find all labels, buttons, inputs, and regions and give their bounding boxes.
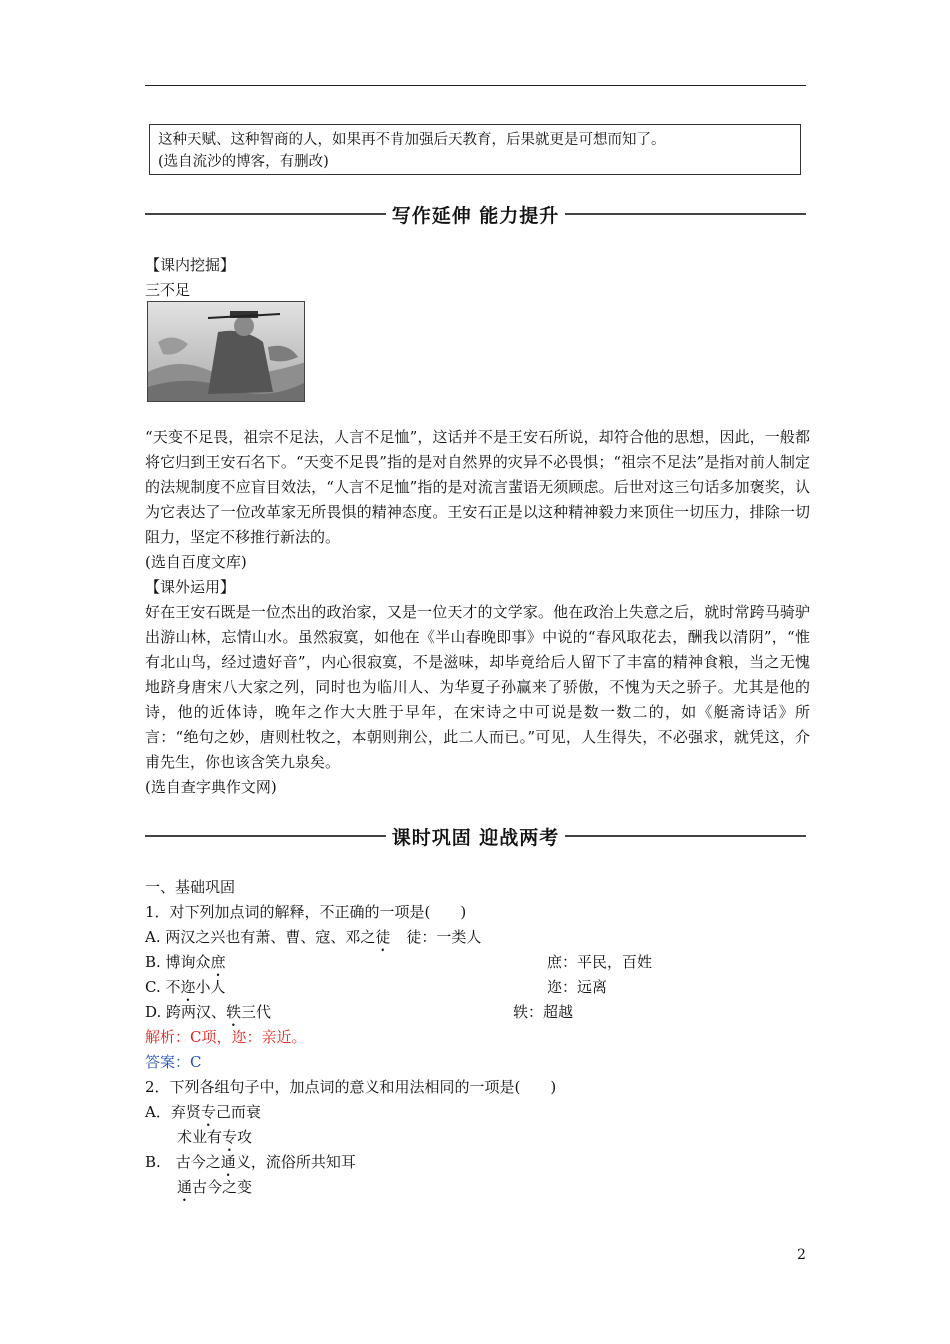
inner-content: [145, 425, 810, 800]
option-a: [145, 925, 810, 950]
answer-text: 答案：C: [145, 1053, 202, 1071]
q2-option-a-line2: [145, 1125, 810, 1150]
quote-box-source: (选自流沙的博客，有删改): [158, 154, 329, 170]
section-rule-left: [145, 835, 386, 837]
dotted-word: 庶: [210, 953, 226, 971]
option-text-post: 小人: [195, 978, 226, 996]
option-gloss: 庶：平民，百姓: [547, 953, 653, 971]
dotted-word: 专: [222, 1128, 238, 1146]
option-text: D. 跨两汉、: [145, 1003, 227, 1021]
section-header-writing: [145, 199, 806, 229]
option-c: [145, 975, 810, 1000]
option-gloss: 迩：远离: [547, 978, 608, 996]
page-number: 2: [797, 1247, 806, 1263]
section-rule-right: [565, 835, 806, 837]
illustration-drawing: [148, 302, 305, 402]
option-text-post: 古今之变: [192, 1178, 253, 1196]
inner-source: (选自百度文库): [145, 553, 247, 571]
inner-paragraph: “天变不足畏，祖宗不足法，人言不足恤”，这话并不是王安石所说，却符合他的思想，因此，一般都将它归到王安石名下。“天变不足畏”指的是对自然界的灾异不必畏惧；“祖宗不足法”是指对前人制定的法规制度不应盲目效法，“人言不足恤”指的是对流言蜚语无须顾虑。后世对这三句话多加褒奖，认为它表达了一位改革家无所畏惧的精神态度。王安石正是以这种精神毅力来顶住一切压力，排除一切阻力，坚定不移推行新法的。: [145, 428, 810, 546]
exercise-heading: 一、基础巩固: [145, 878, 236, 896]
dotted-word: 轶: [226, 1003, 242, 1021]
option-text: B. 古今之: [145, 1153, 221, 1171]
option-d: [145, 1000, 810, 1025]
option-text: C. 不: [145, 978, 181, 996]
dotted-word: 通: [220, 1153, 236, 1171]
option-text: A．弃贤: [145, 1103, 201, 1121]
option-text-post: 己而衰: [215, 1103, 261, 1121]
section-rule-left: [145, 213, 386, 215]
option-gloss: 徒：一类人: [406, 928, 482, 946]
section-rule-right: [565, 213, 806, 215]
inner-tag-block: [145, 253, 810, 303]
dotted-word: 通: [177, 1178, 193, 1196]
inner-tag: 【课内挖掘】: [145, 256, 236, 274]
outer-paragraph: 好在王安石既是一位杰出的政治家，又是一位天才的文学家。他在政治上失意之后，就时常跨马骑驴出游山林，忘情山水。虽然寂寞，如他在《半山春晚即事》中说的“春风取花去，酬我以清阴”，“惟有北山鸟，经过遗好音”，内心很寂寞，不是滋味，却毕竟给后人留下了丰富的精神食粮，当之无愧地跻身唐宋八大家之列，同时也为临川人、为华夏子孙赢来了骄傲，不愧为天之骄子。尤其是他的诗，他的近体诗，晚年之作大大胜于早年，在宋诗之中可说是数一数二的，如《艇斋诗话》所言：“绝句之妙，唐则杜牧之，本朝则荆公，此二人而已。”可见，人生得失，不必强求，就凭这，介甫先生，你也该含笑九泉矣。: [145, 603, 810, 771]
q2-option-b: [145, 1150, 810, 1175]
question-1-stem: 1．对下列加点词的解释，不正确的一项是( ): [145, 903, 467, 921]
section-header-exercise: [145, 821, 806, 851]
option-text-post: 义，流俗所共知耳: [235, 1153, 356, 1171]
option-text: B. 博询众: [145, 953, 211, 971]
quote-box: [149, 124, 801, 175]
inner-subtitle: 三不足: [145, 281, 191, 299]
analysis-text: 解析：C项，迩：亲近。: [145, 1028, 307, 1046]
option-text: 术业有: [177, 1128, 223, 1146]
option-text-post: 攻: [237, 1128, 253, 1146]
option-text: A. 两汉之兴也有萧、曹、寇、邓之: [145, 928, 376, 946]
q2-option-b-line2: [145, 1175, 810, 1200]
option-text-post: 三代: [241, 1003, 272, 1021]
question-2-stem: 2．下列各组句子中，加点词的意义和用法相同的一项是( ): [145, 1078, 557, 1096]
option-b: [145, 950, 810, 975]
dotted-word: 迩: [180, 978, 196, 996]
section-title: 课时巩固 迎战两考: [391, 826, 560, 849]
dotted-word: 徒: [375, 928, 391, 946]
section-title: 写作延伸 能力提升: [391, 204, 560, 227]
exercise-block: [145, 875, 810, 1200]
q2-option-a: [145, 1100, 810, 1125]
illustration-wang-anshi: [147, 301, 305, 402]
option-gloss: 轶：超越: [513, 1003, 574, 1021]
dotted-word: 专: [200, 1103, 216, 1121]
quote-box-line: 这种天赋、这种智商的人，如果再不肯加强后天教育，后果就更是可想而知了。: [158, 132, 666, 148]
outer-source: (选自查字典作文网): [145, 778, 277, 796]
outer-tag: 【课外运用】: [145, 578, 236, 596]
header-rule: [145, 85, 806, 86]
